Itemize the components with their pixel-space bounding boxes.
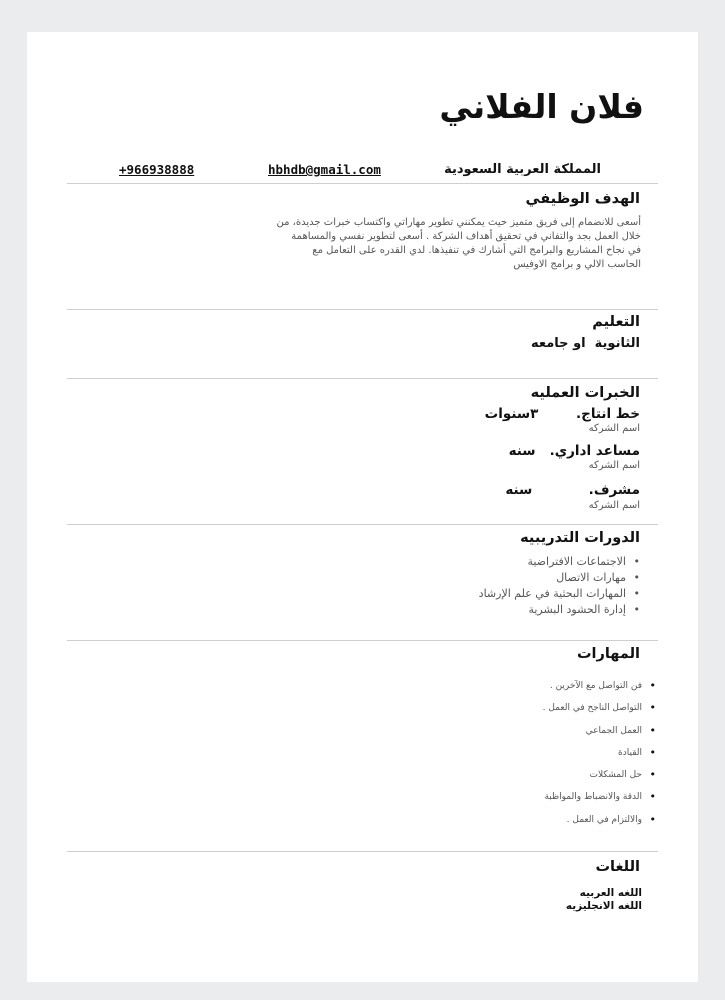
courses-title: الدورات التدريبيه [520, 530, 640, 546]
list-item: • الاجتماعات الافتراضية [527, 555, 640, 568]
phone-link[interactable]: +966938888 [119, 162, 195, 177]
objective-title: الهدف الوظيفي [525, 191, 640, 207]
list-item: • مهارات الاتصال [556, 571, 640, 584]
skills-title: المهارات [576, 646, 640, 662]
bullet-icon: • [649, 679, 656, 692]
courses-list [478, 554, 640, 618]
list-item: • والالتزام في العمل . [543, 811, 642, 833]
divider [67, 309, 658, 310]
job-company: اسم الشركه [588, 500, 640, 511]
list-item: • الدقة والانضباط والمواظبة [543, 788, 642, 810]
job-company: اسم الشركه [588, 460, 640, 471]
email-link[interactable]: hbhdb@gmail.com [268, 162, 381, 177]
divider [67, 524, 658, 525]
list-item: • فن التواصل مع الآخرين . [543, 677, 642, 699]
language-item: اللغه الانجليزيه [565, 900, 642, 912]
bullet-icon: • [633, 571, 640, 584]
education-title: التعليم [592, 314, 640, 330]
divider [67, 851, 658, 852]
bullet-icon: • [649, 768, 656, 782]
bullet-icon: • [633, 603, 640, 616]
list-item: • المهارات البحثية في علم الإرشاد [478, 587, 640, 600]
list-item: • حل المشكلات [543, 766, 642, 788]
language-item: اللغه العربيه [579, 887, 642, 899]
bullet-icon: • [649, 745, 656, 759]
job-company: اسم الشركه [588, 423, 640, 434]
divider [67, 378, 658, 379]
resume-page [27, 32, 698, 982]
education-detail: الثانوية او جامعه [531, 336, 640, 351]
objective-text: أسعى للانضمام إلى فريق متميز حيث يمكنني تطوير مهاراتي واكتساب خبرات جديدة، من خلال العمل بجد والتفاني في تحقيق أهداف الشركة . أسعى لتطوير نفسي والمساهمة في نجاح المشاريع والبرامج التي أشارك في تنفيذها. لدي القدره على التعامل مع الحاسب الالي و برامج الاوفيس [276, 217, 641, 270]
languages-title: اللغات [595, 859, 640, 875]
skills-list [542, 677, 656, 833]
experience-title: الخبرات العمليه [530, 385, 640, 401]
bullet-icon: • [633, 587, 640, 600]
bullet-icon: • [649, 812, 656, 826]
job-title: مساعد اداري. سنه [508, 443, 640, 459]
country-text: المملكة العربية السعودية [444, 162, 601, 177]
bullet-icon: • [633, 555, 640, 568]
job-title: خط انتاج. ٣سنوات [484, 406, 640, 422]
list-item: • القيادة [543, 744, 642, 766]
list-item: • العمل الجماعي [543, 722, 642, 744]
divider [67, 640, 658, 641]
job-title: مشرف. سنه [505, 482, 640, 498]
candidate-name: فلان الفلاني [439, 87, 644, 126]
divider [67, 183, 658, 184]
bullet-icon: • [649, 790, 656, 804]
bullet-icon: • [649, 701, 656, 715]
list-item: • إدارة الحشود البشرية [528, 603, 640, 616]
bullet-icon: • [649, 723, 656, 737]
list-item: • التواصل الناجح في العمل . [543, 699, 642, 721]
